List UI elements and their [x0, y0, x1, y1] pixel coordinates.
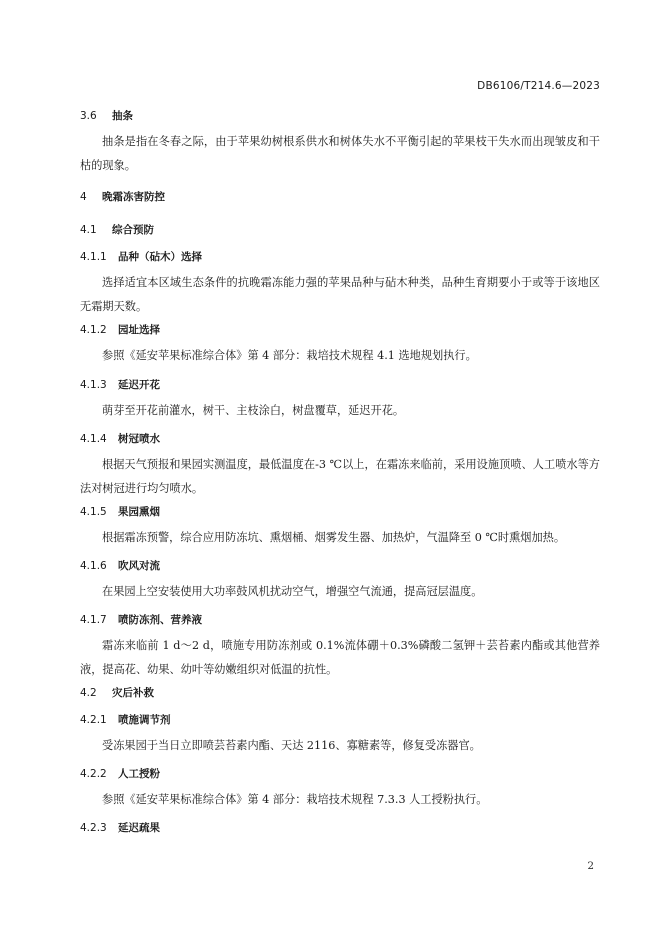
section-number: 4.2.3: [80, 822, 107, 834]
paragraph-regulator: 受冻果园于当日立即喷芸苔素内酯、天达 2116、寡糖素等，修复受冻器官。: [102, 739, 481, 752]
section-number: 4.1: [80, 224, 97, 236]
section-heading-4-1-2: [80, 322, 160, 337]
section-number: 4.1.1: [80, 251, 107, 263]
section-heading-4-1-4: [80, 431, 160, 446]
page-number: 2: [587, 860, 594, 872]
section-heading-4-2-1: [80, 712, 171, 727]
section-number: 4.1.3: [80, 379, 107, 391]
section-title: 园址选择: [118, 324, 160, 336]
paragraph-chou-tiao: 抽条是指在冬春之际，由于苹果幼树根系供水和树体失水不平衡引起的苹果枝干失水而出现皱皮和干枯的现象。: [80, 135, 600, 172]
section-title: 吹风对流: [118, 560, 160, 572]
section-heading-4-1-6: [80, 558, 160, 573]
section-title: 喷施调节剂: [118, 714, 171, 726]
section-heading-3-6: [80, 108, 133, 123]
paragraph-delay-flowering: 萌芽至开花前灌水，树干、主枝涂白，树盘覆草，延迟开花。: [102, 404, 405, 417]
section-title: 综合预防: [112, 224, 154, 236]
section-title: 灾后补救: [112, 687, 154, 699]
section-title: 延迟开花: [118, 379, 160, 391]
section-number: 4.2.1: [80, 714, 107, 726]
paragraph-pollination: 参照《延安苹果标准综合体》第 4 部分：栽培技术规程 7.3.3 人工授粉执行。: [102, 793, 488, 806]
section-number: 4.1.6: [80, 560, 107, 572]
section-heading-4-1-3: [80, 377, 160, 392]
section-number: 4.1.4: [80, 433, 107, 445]
section-number: 3.6: [80, 110, 97, 122]
section-title: 人工授粉: [118, 768, 160, 780]
paragraph-canopy-spray: 根据天气预报和果园实测温度，最低温度在-3 ℃以上，在霜冻来临前，采用设施顶喷、人工喷水等方法对树冠进行均匀喷水。: [80, 458, 600, 495]
section-number: 4.1.7: [80, 614, 107, 626]
section-heading-4-1-5: [80, 504, 160, 519]
section-heading-4: [80, 189, 165, 204]
section-number: 4.1.5: [80, 506, 107, 518]
paragraph-site-selection: 参照《延安苹果标准综合体》第 4 部分：栽培技术规程 4.1 选地规划执行。: [102, 349, 477, 362]
paragraph-blow-air: 在果园上空安装使用大功率鼓风机扰动空气，增强空气流通，提高冠层温度。: [102, 585, 483, 598]
section-title: 晚霜冻害防控: [102, 191, 165, 203]
section-number: 4.1.2: [80, 324, 107, 336]
section-title: 树冠喷水: [118, 433, 160, 445]
section-number: 4: [80, 191, 87, 203]
paragraph-variety-selection: 选择适宜本区域生态条件的抗晚霜冻能力强的苹果品种与砧木种类，品种生育期要小于或等于该地区无霜期天数。: [80, 276, 600, 313]
paragraph-smoke: 根据霜冻预警，综合应用防冻坑、熏烟桶、烟雾发生器、加热炉，气温降至 0 ℃时熏烟加热。: [102, 531, 566, 544]
section-heading-4-1-7: [80, 612, 202, 627]
section-title: 果园熏烟: [118, 506, 160, 518]
section-title: 抽条: [112, 110, 133, 122]
section-heading-4-2-2: [80, 766, 160, 781]
section-title: 品种（砧木）选择: [118, 251, 202, 263]
section-number: 4.2.2: [80, 768, 107, 780]
section-heading-4-2-3: [80, 820, 160, 835]
section-title: 延迟疏果: [118, 822, 160, 834]
paragraph-antifreeze: 霜冻来临前 1 d～2 d，喷施专用防冻剂或 0.1%流体硼＋0.3%磷酸二氢钾＋芸苔素内酯或其他营养液，提高花、幼果、幼叶等幼嫩组织对低温的抗性。: [80, 639, 600, 676]
section-heading-4-2: [80, 685, 154, 700]
document-id-header: DB6106/T214.6—2023: [477, 80, 600, 92]
section-title: 喷防冻剂、营养液: [118, 614, 202, 626]
section-heading-4-1: [80, 222, 154, 237]
section-number: 4.2: [80, 687, 97, 699]
section-heading-4-1-1: [80, 249, 202, 264]
